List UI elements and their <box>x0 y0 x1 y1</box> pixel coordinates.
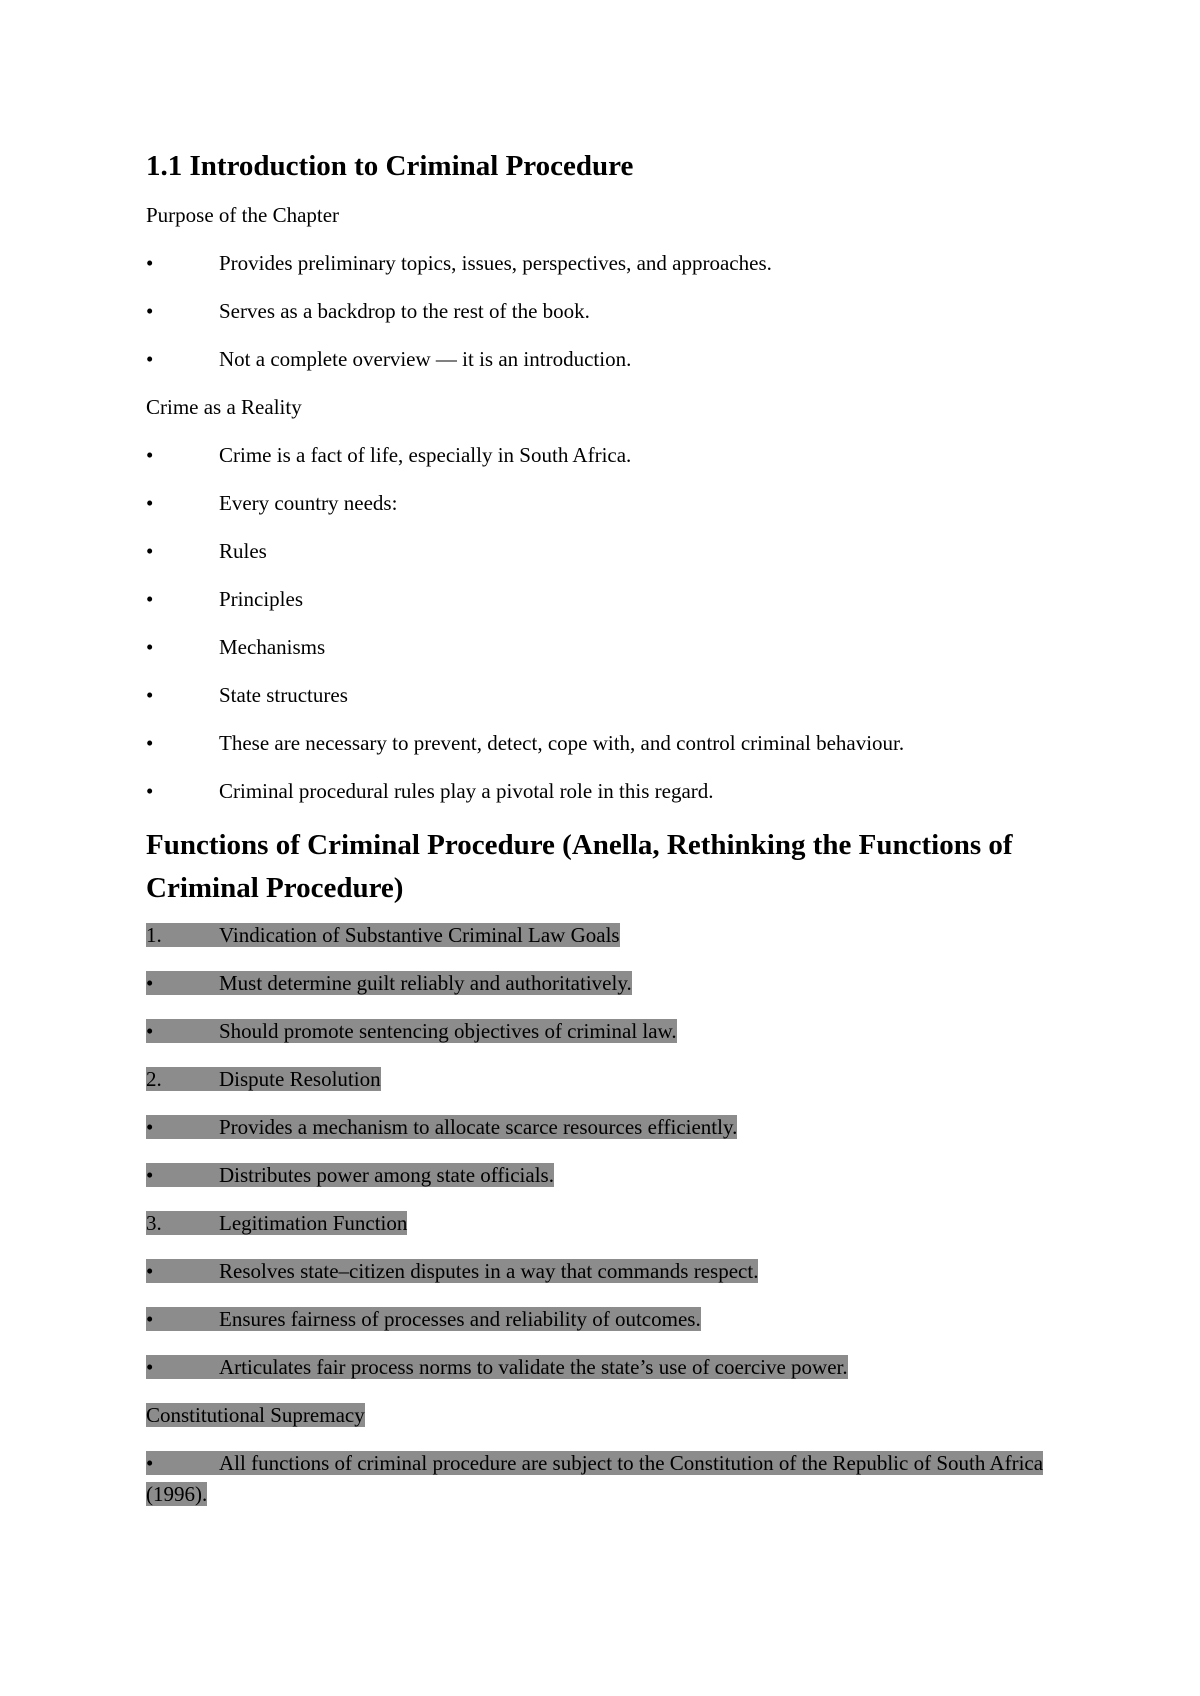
bullet-text: Provides preliminary topics, issues, perspectives, and approaches. <box>219 251 772 275</box>
purpose-label: Purpose of the Chapter <box>146 203 340 227</box>
crime-label: Crime as a Reality <box>146 395 302 419</box>
item-marker: • <box>146 1115 154 1139</box>
purpose-bullet <box>146 344 1056 375</box>
highlighted-line <box>146 1451 1043 1506</box>
item-text: Distributes power among state officials. <box>219 1163 554 1187</box>
bullet-marker: • <box>146 779 154 803</box>
highlighted-line <box>146 1067 381 1091</box>
item-marker: 3. <box>146 1211 162 1235</box>
function-item <box>146 968 1056 999</box>
highlighted-line <box>146 1355 848 1379</box>
crime-bullet <box>146 632 1056 663</box>
bullet-text: These are necessary to prevent, detect, cope with, and control criminal behaviour. <box>219 731 905 755</box>
item-text: Legitimation Function <box>219 1211 408 1235</box>
item-text: Vindication of Substantive Criminal Law Goals <box>219 923 620 947</box>
item-text: Resolves state–citizen disputes in a way that commands respect. <box>219 1259 759 1283</box>
section-heading: 1.1 Introduction to Criminal Procedure <box>146 150 634 182</box>
item-text: Provides a mechanism to allocate scarce resources efficiently. <box>219 1115 738 1139</box>
constitution-label-row <box>146 1400 1056 1431</box>
bullet-text: Not a complete overview — it is an introduction. <box>219 347 632 371</box>
bullet-marker: • <box>146 683 154 707</box>
item-marker: • <box>146 1019 154 1043</box>
item-marker: 1. <box>146 923 162 947</box>
bullet-marker: • <box>146 251 154 275</box>
bullet-text: Crime is a fact of life, especially in South Africa. <box>219 443 632 467</box>
bullet-text: Principles <box>219 587 303 611</box>
item-marker: • <box>146 1355 154 1379</box>
bullet-marker: • <box>146 491 154 515</box>
highlighted-line <box>146 1019 677 1043</box>
highlighted-line <box>146 923 620 947</box>
highlighted-line <box>146 971 632 995</box>
item-marker: • <box>146 1163 154 1187</box>
crime-bullet <box>146 440 1056 471</box>
functions-heading: Functions of Criminal Procedure (Anella, Rethinking the Functions of Criminal Procedure) <box>146 829 1013 904</box>
bullet-marker: • <box>146 731 154 755</box>
function-item <box>146 1016 1056 1047</box>
constitution-item <box>146 1448 1056 1510</box>
function-item <box>146 1064 1056 1095</box>
item-text: Ensures fairness of processes and reliability of outcomes. <box>219 1307 701 1331</box>
function-item <box>146 1160 1056 1191</box>
highlighted-line <box>146 1115 737 1139</box>
crime-bullet <box>146 728 1056 759</box>
item-text: Dispute Resolution <box>219 1067 381 1091</box>
bullet-text: State structures <box>219 683 348 707</box>
highlighted-line <box>146 1307 701 1331</box>
item-text: All functions of criminal procedure are subject to the Constitution of the Republic of South Africa (1996). <box>146 1451 1044 1506</box>
item-marker: • <box>146 971 154 995</box>
function-item <box>146 1112 1056 1143</box>
bullet-marker: • <box>146 299 154 323</box>
crime-bullet <box>146 680 1056 711</box>
bullet-marker: • <box>146 587 154 611</box>
bullet-text: Mechanisms <box>219 635 326 659</box>
bullet-text: Every country needs: <box>219 491 398 515</box>
item-text: Must determine guilt reliably and authoritatively. <box>219 971 632 995</box>
item-marker: • <box>146 1259 154 1283</box>
bullet-text: Rules <box>219 539 267 563</box>
crime-bullet <box>146 584 1056 615</box>
bullet-marker: • <box>146 635 154 659</box>
crime-bullet <box>146 488 1056 519</box>
document-body <box>146 146 1056 1527</box>
bullet-text: Serves as a backdrop to the rest of the book. <box>219 299 590 323</box>
highlighted-line <box>146 1163 554 1187</box>
highlighted-line <box>146 1211 407 1235</box>
crime-bullet <box>146 536 1056 567</box>
function-item <box>146 1352 1056 1383</box>
function-item <box>146 1208 1056 1239</box>
bullet-marker: • <box>146 539 154 563</box>
constitution-label: Constitutional Supremacy <box>146 1403 365 1427</box>
item-marker: • <box>146 1451 154 1475</box>
bullet-marker: • <box>146 347 154 371</box>
function-item <box>146 920 1056 951</box>
purpose-bullet <box>146 296 1056 327</box>
item-text: Should promote sentencing objectives of criminal law. <box>219 1019 677 1043</box>
purpose-bullet <box>146 248 1056 279</box>
item-marker: 2. <box>146 1067 162 1091</box>
highlighted-line <box>146 1259 758 1283</box>
bullet-text: Criminal procedural rules play a pivotal role in this regard. <box>219 779 714 803</box>
function-item <box>146 1256 1056 1287</box>
item-text: Articulates fair process norms to validate the state’s use of coercive power. <box>219 1355 848 1379</box>
bullet-marker: • <box>146 443 154 467</box>
crime-bullet <box>146 776 1056 807</box>
item-marker: • <box>146 1307 154 1331</box>
function-item <box>146 1304 1056 1335</box>
